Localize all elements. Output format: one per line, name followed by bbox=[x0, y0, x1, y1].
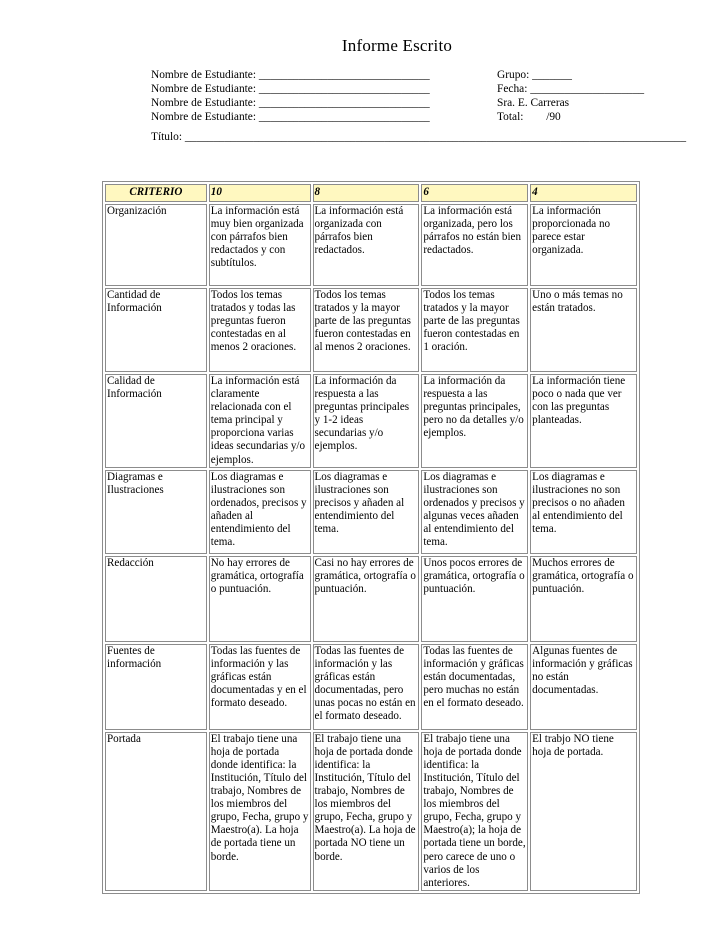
document-title: Informe Escrito bbox=[341, 36, 453, 55]
total-line: Total: /90 bbox=[497, 111, 561, 123]
descriptor-cell: Uno o más temas no están tratados. bbox=[530, 288, 637, 372]
descriptor-cell: Todos los temas tratados y todas las preguntas fueron contestadas en al menos 2 oraciones. bbox=[209, 288, 311, 372]
descriptor-cell: Los diagramas e ilustraciones son ordenados y precisos y algunas veces añaden al entendimiento del tema. bbox=[421, 470, 528, 554]
header-score-4: 4 bbox=[530, 184, 637, 202]
rubric-row bbox=[105, 556, 637, 642]
rubric-table bbox=[102, 181, 640, 894]
descriptor-cell: La información está muy bien organizada con párrafos bien redactados y con subtítulos. bbox=[209, 204, 311, 286]
descriptor-cell: La información da respuesta a las preguntas principales y 1-2 ideas secundarias y/o ejemplos. bbox=[313, 374, 420, 468]
descriptor-cell: La información da respuesta a las preguntas principales, pero no da detalles y/o ejemplos. bbox=[421, 374, 528, 468]
descriptor-cell: Todas las fuentes de información y las gráficas están documentadas, pero unas pocas no están en el formato deseado. bbox=[313, 644, 420, 730]
descriptor-cell: Casi no hay errores de gramática, ortografía o puntuación. bbox=[313, 556, 420, 642]
descriptor-cell: Los diagramas e ilustraciones son precisos y añaden al entendimiento del tema. bbox=[313, 470, 420, 554]
rubric-row bbox=[105, 288, 637, 372]
criterion-cell: Cantidad de Información bbox=[105, 288, 207, 372]
criterion-cell: Calidad de Información bbox=[105, 374, 207, 468]
descriptor-cell: Todas las fuentes de información y gráficas están documentadas, pero muchas no están en el formato deseado. bbox=[421, 644, 528, 730]
descriptor-cell: Todos los temas tratados y la mayor parte de las preguntas fueron contestadas en 1 oración. bbox=[421, 288, 528, 372]
criterion-cell: Diagramas e Ilustraciones bbox=[105, 470, 207, 554]
rubric-row bbox=[105, 732, 637, 891]
descriptor-cell: La información está organizada, pero los párrafos no están bien redactados. bbox=[421, 204, 528, 286]
descriptor-cell: Todas las fuentes de información y las gráficas están documentadas y en el formato deseado. bbox=[209, 644, 311, 730]
descriptor-cell: Todos los temas tratados y la mayor parte de las preguntas fueron contestadas en al menos 2 oraciones. bbox=[313, 288, 420, 372]
descriptor-cell: Los diagramas e ilustraciones son ordenados, precisos y añaden al entendimiento del tema. bbox=[209, 470, 311, 554]
rubric-row bbox=[105, 644, 637, 730]
header-score-6: 6 bbox=[421, 184, 528, 202]
date-line: Fecha: ____________________ bbox=[497, 83, 645, 95]
criterion-cell: Fuentes de información bbox=[105, 644, 207, 730]
rubric-header-row bbox=[105, 184, 637, 202]
student-name-line-4: Nombre de Estudiante: ______________________________ bbox=[151, 111, 430, 123]
rubric-row bbox=[105, 374, 637, 468]
descriptor-cell: Algunas fuentes de información y gráficas no están documentadas. bbox=[530, 644, 637, 730]
rubric-row bbox=[105, 470, 637, 554]
student-name-line-2: Nombre de Estudiante: ______________________________ bbox=[151, 83, 430, 95]
teacher-line: Sra. E. Carreras bbox=[497, 97, 570, 109]
descriptor-cell: La información está claramente relacionada con el tema principal y proporciona varias ideas secundarias y/o ejemplos. bbox=[209, 374, 311, 468]
criterion-cell: Portada bbox=[105, 732, 207, 891]
descriptor-cell: El trabajo tiene una hoja de portada donde identifica: la Institución, Título del trabajo, Nombres de los miembros del grupo, Fecha, grupo y Maestro(a). La hoja de portada NO tiene un borde. bbox=[313, 732, 420, 891]
descriptor-cell: No hay errores de gramática, ortografía o puntuación. bbox=[209, 556, 311, 642]
header-criterio: CRITERIO bbox=[105, 184, 207, 202]
criterion-cell: Organización bbox=[105, 204, 207, 286]
header-score-8: 8 bbox=[313, 184, 420, 202]
descriptor-cell: La información proporcionada no parece estar organizada. bbox=[530, 204, 637, 286]
group-line: Grupo: _______ bbox=[497, 69, 572, 81]
report-title-line: Título: ________________________________________________________________________________________ bbox=[151, 131, 687, 143]
header-score-10: 10 bbox=[209, 184, 311, 202]
criterion-cell: Redacción bbox=[105, 556, 207, 642]
descriptor-cell: Muchos errores de gramática, ortografía o puntuación. bbox=[530, 556, 637, 642]
descriptor-cell: El trabajo tiene una hoja de portada donde identifica: la Institución, Título del trabajo, Nombres de los miembros del grupo, Fecha, grupo y Maestro(a); la hoja de portada tiene un borde, pero carece de uno o varios de los anteriores. bbox=[421, 732, 528, 891]
descriptor-cell: El trabajo tiene una hoja de portada donde identifica: la Institución, Título del trabajo, Nombres de los miembros del grupo, Fecha, grupo y Maestro(a). La hoja de portada tiene un borde. bbox=[209, 732, 311, 891]
descriptor-cell: La información está organizada con párrafos bien redactados. bbox=[313, 204, 420, 286]
descriptor-cell: El trabjo NO tiene hoja de portada. bbox=[530, 732, 637, 891]
student-name-line-3: Nombre de Estudiante: ______________________________ bbox=[151, 97, 430, 109]
rubric-row bbox=[105, 204, 637, 286]
student-name-line-1: Nombre de Estudiante: ______________________________ bbox=[151, 69, 430, 81]
descriptor-cell: La información tiene poco o nada que ver con las preguntas planteadas. bbox=[530, 374, 637, 468]
descriptor-cell: Los diagramas e ilustraciones no son precisos o no añaden al entendimiento del tema. bbox=[530, 470, 637, 554]
descriptor-cell: Unos pocos errores de gramática, ortografía o puntuación. bbox=[421, 556, 528, 642]
